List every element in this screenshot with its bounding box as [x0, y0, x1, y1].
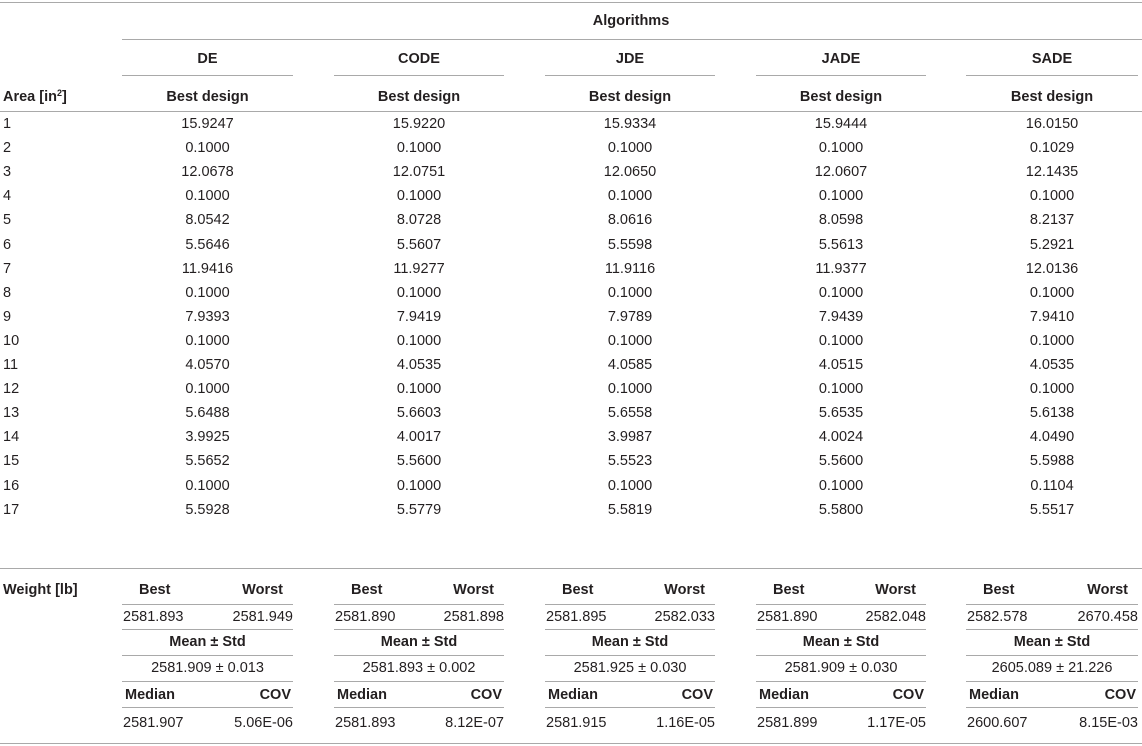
weight-best-label: Best — [562, 582, 594, 598]
best-design-header: Best design — [1010, 89, 1094, 105]
area-index-cell: 10 — [3, 333, 20, 349]
weight-median-label: Median — [969, 687, 1019, 703]
best-design-value: 5.2921 — [1029, 237, 1075, 253]
area-index-cell: 14 — [3, 429, 20, 445]
best-design-value: 5.5646 — [185, 237, 230, 253]
best-design-value: 0.1000 — [818, 188, 864, 204]
weight-cov-label: COV — [259, 687, 291, 703]
best-design-value: 4.0570 — [185, 357, 230, 373]
weight-median-label: Median — [548, 687, 598, 703]
weight-best-label: Best — [773, 582, 805, 598]
table-top-rule — [0, 2, 1142, 3]
best-design-value: 3.9987 — [607, 429, 653, 445]
area-index-cell: 13 — [3, 405, 20, 421]
best-design-value: 4.0017 — [396, 429, 442, 445]
best-design-value: 0.1000 — [607, 285, 653, 301]
weight-best-value: 2582.578 — [967, 609, 1028, 625]
algorithms-group-rule — [122, 39, 1142, 40]
weight-mean-rule — [545, 629, 715, 630]
algorithm-header-code: CODE — [398, 51, 440, 67]
weight-mean-std-value: 2605.089 ± 21.226 — [991, 660, 1113, 676]
weight-median-value: 2581.907 — [123, 715, 184, 731]
best-design-value: 0.1000 — [396, 381, 442, 397]
weight-median-rule — [756, 681, 926, 682]
area-index-cell: 7 — [3, 261, 12, 277]
weight-best-label: Best — [351, 582, 383, 598]
best-design-value: 5.5598 — [607, 237, 653, 253]
algorithm-rule-sade — [966, 75, 1138, 76]
weight-median-value-rule — [122, 707, 293, 708]
area-index-cell: 1 — [3, 116, 12, 132]
area-index-cell: 16 — [3, 478, 20, 494]
best-design-header: Best design — [799, 89, 883, 105]
weight-worst-value: 2582.048 — [865, 609, 926, 625]
weight-cov-value: 5.06E-06 — [234, 715, 293, 731]
weight-mean-std-label: Mean ± Std — [380, 634, 458, 650]
best-design-value: 0.1000 — [396, 285, 442, 301]
weight-mean-value-rule — [966, 655, 1138, 656]
weight-median-rule — [122, 681, 293, 682]
area-index-cell: 12 — [3, 381, 20, 397]
best-design-value: 12.0678 — [181, 164, 234, 180]
weight-worst-value: 2581.949 — [232, 609, 293, 625]
header-bottom-rule — [0, 111, 1142, 112]
weight-best-label: Best — [983, 582, 1015, 598]
best-design-value: 0.1000 — [607, 188, 653, 204]
weight-mean-std-label: Mean ± Std — [169, 634, 246, 650]
weight-median-label: Median — [337, 687, 387, 703]
best-design-value: 7.9393 — [185, 309, 230, 325]
algorithm-rule-de — [122, 75, 293, 76]
best-design-value: 16.0150 — [1025, 116, 1079, 132]
best-design-value: 5.5523 — [607, 453, 653, 469]
weight-median-value-rule — [756, 707, 926, 708]
best-design-value: 5.5779 — [396, 502, 442, 518]
algorithms-group-header: Algorithms — [592, 13, 670, 29]
weight-median-rule — [545, 681, 715, 682]
best-design-value: 0.1000 — [185, 333, 230, 349]
best-design-value: 15.9247 — [181, 116, 234, 132]
best-design-value: 0.1000 — [607, 381, 653, 397]
weight-best-value: 2581.890 — [757, 609, 818, 625]
best-design-value: 0.1000 — [818, 140, 864, 156]
best-design-value: 12.0136 — [1025, 261, 1079, 277]
area-index-cell: 15 — [3, 453, 20, 469]
area-index-cell: 2 — [3, 140, 12, 156]
best-design-value: 8.0542 — [185, 212, 230, 228]
best-design-value: 0.1000 — [185, 381, 230, 397]
weight-worst-value: 2582.033 — [654, 609, 715, 625]
algorithm-rule-jade — [756, 75, 926, 76]
best-design-value: 5.5607 — [396, 237, 442, 253]
weight-worst-label: Worst — [875, 582, 916, 598]
best-design-value: 5.5800 — [818, 502, 864, 518]
best-design-value: 5.6138 — [1029, 405, 1075, 421]
weight-mean-rule — [334, 629, 504, 630]
best-design-value: 5.5819 — [607, 502, 653, 518]
best-design-value: 0.1000 — [1029, 381, 1075, 397]
best-design-value: 5.6603 — [396, 405, 442, 421]
weight-median-value-rule — [334, 707, 504, 708]
best-design-value: 11.9416 — [181, 261, 234, 277]
best-design-value: 7.9419 — [396, 309, 442, 325]
weight-best-value: 2581.895 — [546, 609, 607, 625]
weight-mean-value-rule — [122, 655, 293, 656]
weight-median-rule — [966, 681, 1138, 682]
area-index-cell: 8 — [3, 285, 12, 301]
best-design-value: 5.6558 — [607, 405, 653, 421]
best-design-value: 4.0535 — [1029, 357, 1075, 373]
best-design-value: 3.9925 — [185, 429, 230, 445]
best-design-value: 12.1435 — [1025, 164, 1079, 180]
weight-mean-std-label: Mean ± Std — [591, 634, 669, 650]
best-design-value: 0.1000 — [1029, 188, 1075, 204]
best-design-value: 0.1000 — [818, 333, 864, 349]
weight-mean-value-rule — [334, 655, 504, 656]
best-design-value: 12.0650 — [603, 164, 657, 180]
best-design-value: 4.0535 — [396, 357, 442, 373]
weight-mean-std-value: 2581.893 ± 0.002 — [362, 660, 476, 676]
best-design-value: 5.5600 — [818, 453, 864, 469]
weight-subheader-rule — [545, 604, 715, 605]
best-design-value: 0.1104 — [1030, 478, 1074, 494]
weight-mean-rule — [756, 629, 926, 630]
algorithm-rule-code — [334, 75, 504, 76]
weight-cov-label: COV — [470, 687, 502, 703]
weight-worst-value: 2581.898 — [443, 609, 504, 625]
weight-subheader-rule — [966, 604, 1138, 605]
best-design-value: 12.0607 — [814, 164, 868, 180]
best-design-value: 8.0598 — [818, 212, 864, 228]
best-design-value: 0.1000 — [185, 188, 230, 204]
weight-mean-std-value: 2581.909 ± 0.013 — [151, 660, 264, 676]
weight-subheader-rule — [756, 604, 926, 605]
best-design-value: 11.9277 — [393, 261, 445, 277]
weight-mean-std-value: 2581.925 ± 0.030 — [573, 660, 687, 676]
weight-best-value: 2581.890 — [335, 609, 396, 625]
best-design-value: 0.1000 — [818, 381, 864, 397]
weight-subheader-rule — [334, 604, 504, 605]
weight-row-label: Weight [lb] — [3, 582, 78, 598]
best-design-header: Best design — [588, 89, 672, 105]
algorithm-header-jade: JADE — [821, 51, 861, 67]
best-design-value: 11.9116 — [604, 261, 656, 277]
best-design-value: 0.1000 — [607, 140, 653, 156]
best-design-value: 0.1000 — [396, 333, 442, 349]
best-design-value: 15.9220 — [392, 116, 446, 132]
best-design-value: 7.9789 — [607, 309, 653, 325]
weight-mean-std-value: 2581.909 ± 0.030 — [784, 660, 898, 676]
weight-median-label: Median — [759, 687, 809, 703]
weight-worst-label: Worst — [664, 582, 705, 598]
best-design-value: 5.5988 — [1029, 453, 1075, 469]
best-design-value: 5.5652 — [185, 453, 230, 469]
best-design-value: 0.1000 — [1029, 285, 1075, 301]
best-design-value: 4.0024 — [818, 429, 864, 445]
weight-median-value: 2581.899 — [757, 715, 818, 731]
best-design-header: Best design — [377, 89, 461, 105]
weight-cov-label: COV — [892, 687, 924, 703]
weight-section-rule — [0, 568, 1142, 569]
area-index-cell: 17 — [3, 502, 20, 518]
weight-median-value: 2581.915 — [546, 715, 607, 731]
area-index-cell: 5 — [3, 212, 12, 228]
weight-cov-value: 1.17E-05 — [867, 715, 926, 731]
weight-best-value: 2581.893 — [123, 609, 184, 625]
best-design-value: 5.5600 — [396, 453, 442, 469]
best-design-value: 5.6488 — [185, 405, 230, 421]
weight-mean-rule — [966, 629, 1138, 630]
best-design-value: 4.0490 — [1029, 429, 1075, 445]
area-index-cell: 6 — [3, 237, 12, 253]
weight-cov-value: 1.16E-05 — [656, 715, 715, 731]
best-design-value: 5.5613 — [818, 237, 864, 253]
best-design-value: 0.1000 — [607, 478, 653, 494]
best-design-value: 0.1000 — [185, 478, 230, 494]
best-design-value: 0.1029 — [1029, 140, 1075, 156]
best-design-value: 5.6535 — [818, 405, 864, 421]
weight-worst-label: Worst — [242, 582, 283, 598]
weight-worst-label: Worst — [1087, 582, 1128, 598]
best-design-value: 0.1000 — [607, 333, 653, 349]
best-design-value: 0.1000 — [185, 140, 230, 156]
best-design-value: 7.9410 — [1029, 309, 1075, 325]
weight-cov-value: 8.15E-03 — [1079, 715, 1138, 731]
weight-median-rule — [334, 681, 504, 682]
best-design-value: 8.0728 — [396, 212, 442, 228]
weight-mean-value-rule — [756, 655, 926, 656]
weight-worst-label: Worst — [453, 582, 494, 598]
best-design-value: 4.0585 — [607, 357, 653, 373]
algorithm-rule-jde — [545, 75, 715, 76]
table-bottom-rule — [0, 743, 1142, 744]
best-design-value: 0.1000 — [1029, 333, 1075, 349]
weight-subheader-rule — [122, 604, 293, 605]
best-design-value: 8.2137 — [1029, 212, 1075, 228]
weight-median-label: Median — [125, 687, 175, 703]
best-design-value: 4.0515 — [818, 357, 864, 373]
best-design-value: 12.0751 — [392, 164, 446, 180]
weight-cov-label: COV — [681, 687, 713, 703]
best-design-value: 5.5517 — [1029, 502, 1075, 518]
algorithm-header-sade: SADE — [1031, 51, 1073, 67]
best-design-value: 0.1000 — [396, 478, 442, 494]
area-column-header: Area $[in^2]$ — [3, 88, 67, 105]
area-index-cell: 4 — [3, 188, 12, 204]
weight-cov-value: 8.12E-07 — [445, 715, 504, 731]
weight-median-value-rule — [545, 707, 715, 708]
area-index-cell: 11 — [3, 357, 19, 373]
weight-best-label: Best — [139, 582, 171, 598]
best-design-value: 15.9334 — [603, 116, 657, 132]
weight-worst-value: 2670.458 — [1077, 609, 1138, 625]
best-design-value: 0.1000 — [396, 188, 442, 204]
best-design-value: 11.9377 — [815, 261, 867, 277]
best-design-value: 0.1000 — [185, 285, 230, 301]
algorithm-header-de: DE — [197, 51, 218, 67]
weight-mean-value-rule — [545, 655, 715, 656]
best-design-value: 7.9439 — [818, 309, 864, 325]
best-design-value: 8.0616 — [607, 212, 653, 228]
weight-median-value: 2581.893 — [335, 715, 396, 731]
best-design-value: 15.9444 — [814, 116, 868, 132]
weight-mean-rule — [122, 629, 293, 630]
best-design-value: 5.5928 — [185, 502, 230, 518]
best-design-value: 0.1000 — [818, 285, 864, 301]
weight-median-value-rule — [966, 707, 1138, 708]
best-design-header: Best design — [166, 89, 249, 105]
best-design-value: 0.1000 — [818, 478, 864, 494]
area-index-cell: 9 — [3, 309, 12, 325]
weight-mean-std-label: Mean ± Std — [802, 634, 880, 650]
algorithm-header-jde: JDE — [615, 51, 645, 67]
area-index-cell: 3 — [3, 164, 12, 180]
best-design-value: 0.1000 — [396, 140, 442, 156]
weight-cov-label: COV — [1104, 687, 1136, 703]
weight-mean-std-label: Mean ± Std — [1013, 634, 1091, 650]
weight-median-value: 2600.607 — [967, 715, 1028, 731]
